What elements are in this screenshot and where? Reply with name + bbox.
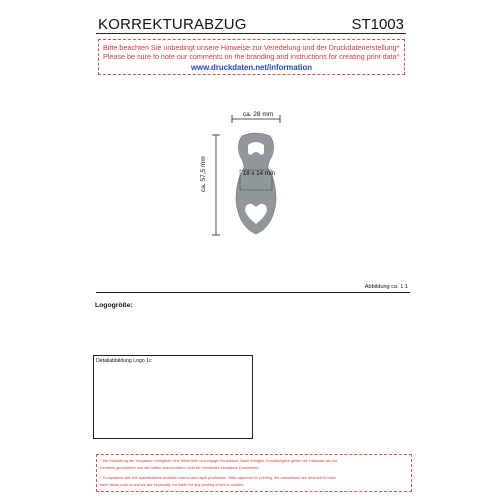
notice-box <box>98 39 405 75</box>
document-title: KORREKTURABZUG <box>98 16 247 33</box>
height-dimension-label: ca. 57,5 mm <box>200 156 207 192</box>
page-header <box>96 14 406 34</box>
information-link[interactable]: www.druckdaten.net/information <box>190 63 312 72</box>
print-area-label: 18 x 14 mm <box>242 170 276 177</box>
notice-line-en: Please be sure to note our comments on the branding and instructions for creating print data* <box>103 52 400 61</box>
scale-label: Abbildung ca. 1:1 <box>364 284 408 290</box>
section-divider <box>96 292 410 293</box>
notice-line-de: Bitte beachten Sie unbedingt unsere Hinweise zur Veredelung und der Druckdatenerstellung* <box>103 43 400 52</box>
article-code: ST1003 <box>351 16 404 33</box>
header-divider <box>96 33 406 34</box>
footer-line: * Die Einhaltung der Vorgaben ermöglicht eine fehlerfreie und zügige Produktion. Nach erfolgter Druckfreigabe gelten die Hinweise als zur <box>100 458 338 463</box>
logo-size-label: Logogröße: <box>95 302 133 309</box>
logo-detail-box <box>93 355 253 439</box>
footer-disclaimer <box>96 454 412 492</box>
product-drawing <box>196 108 306 238</box>
footer-line: * Compliance with the specifications enables correct and rapid production. After approval for printing, the instructions are deemed to have <box>100 475 336 480</box>
detail-box-label: Detailabbildung Logo 1c <box>96 358 152 364</box>
footer-line: Kenntnis genommen und wir haften insbesondere nicht für eventuelle inhaltliche Druckfehler. <box>100 465 260 470</box>
width-dimension-label: ca. 28 mm <box>242 111 274 118</box>
footer-line: been taken note of and we are especially not liable for any printing errors in content. <box>100 482 245 487</box>
